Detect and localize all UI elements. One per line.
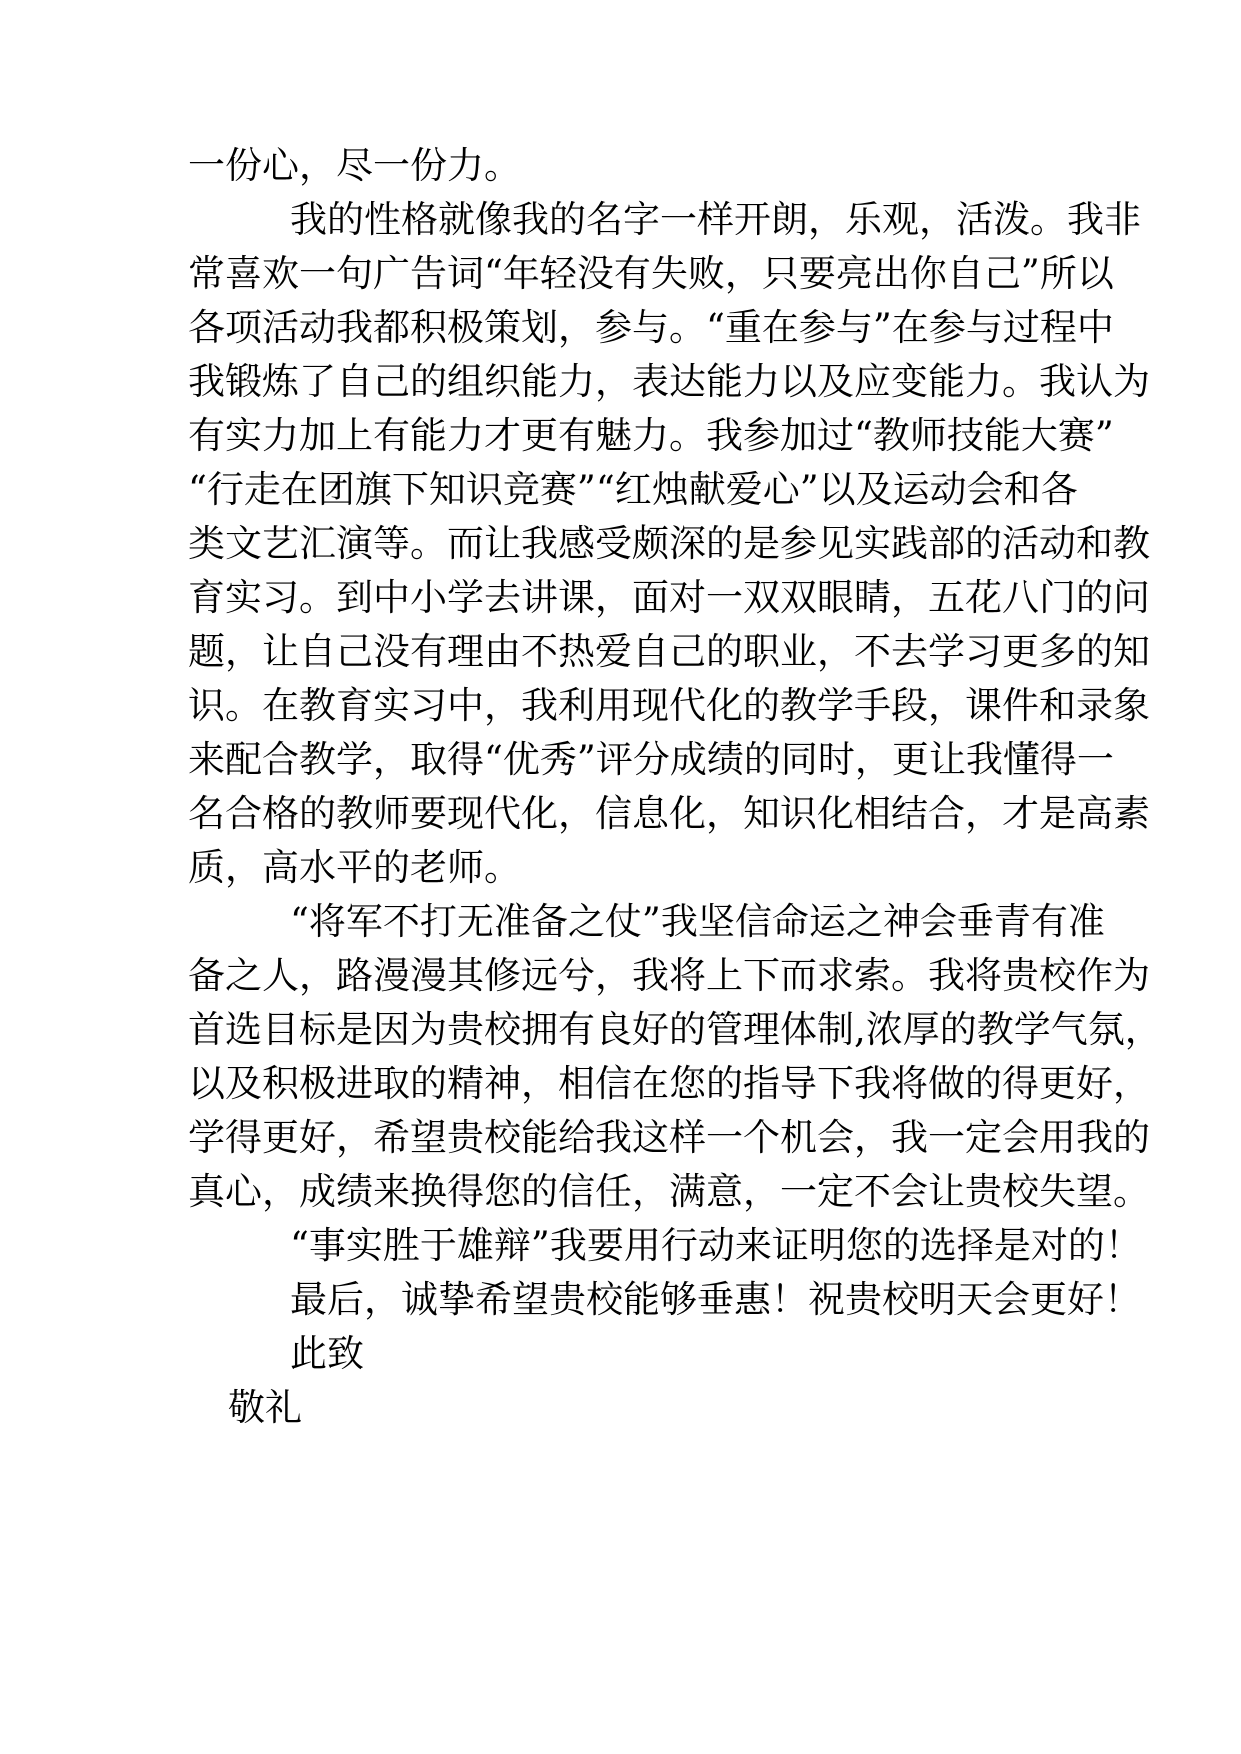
text-line: 以及积极进取的精神，相信在您的指导下我将做的得更好，: [188, 1062, 1150, 1105]
text-line: 来配合教学，取得“优秀”评分成绩的同时，更让我懂得一: [188, 738, 1114, 781]
paragraph-start-line: “事实胜于雄辩”我要用行动来证明您的选择是对的！: [290, 1224, 1142, 1267]
paragraph-start-line: 我的性格就像我的名字一样开朗，乐观，活泼。我非: [290, 198, 1141, 241]
text-line: 有实力加上有能力才更有魅力。我参加过“教师技能大赛”: [188, 414, 1114, 457]
text-line: 首选目标是因为贵校拥有良好的管理体制,浓厚的教学气氛，: [188, 1008, 1162, 1051]
paragraph-start-line: “将军不打无准备之仗”我坚信命运之神会垂青有准: [290, 900, 1105, 943]
text-line: 一份心，尽一份力。: [188, 144, 521, 187]
closing-phrase: 此致: [290, 1332, 364, 1375]
text-line: 真心，成绩来换得您的信任，满意，一定不会让贵校失望。: [188, 1170, 1150, 1213]
text-line: 各项活动我都积极策划，参与。“重在参与”在参与过程中: [188, 306, 1114, 349]
paragraph-start-line: 最后，诚挚希望贵校能够垂惠！祝贵校明天会更好！: [290, 1278, 1141, 1321]
text-line: 常喜欢一句广告词“年轻没有失败，只要亮出你自己”所以: [188, 252, 1114, 295]
text-line: “行走在团旗下知识竞赛”“红烛献爱心”以及运动会和各: [188, 468, 1078, 511]
text-line: 识。在教育实习中，我利用现代化的教学手段，课件和录象: [188, 684, 1150, 727]
closing-salutation: 敬礼: [228, 1386, 302, 1429]
text-line: 备之人，路漫漫其修远兮，我将上下而求索。我将贵校作为: [188, 954, 1150, 997]
text-line: 题，让自己没有理由不热爱自己的职业，不去学习更多的知: [188, 630, 1150, 673]
text-line: 我锻炼了自己的组织能力，表达能力以及应变能力。我认为: [188, 360, 1150, 403]
text-line: 育实习。到中小学去讲课，面对一双双眼睛，五花八门的问: [188, 576, 1150, 619]
text-line: 类文艺汇演等。而让我感受颇深的是参见实践部的活动和教: [188, 522, 1150, 565]
text-line: 学得更好，希望贵校能给我这样一个机会，我一定会用我的: [188, 1116, 1150, 1159]
text-line: 质，高水平的老师。: [188, 846, 521, 889]
text-line: 名合格的教师要现代化，信息化，知识化相结合，才是高素: [188, 792, 1150, 835]
